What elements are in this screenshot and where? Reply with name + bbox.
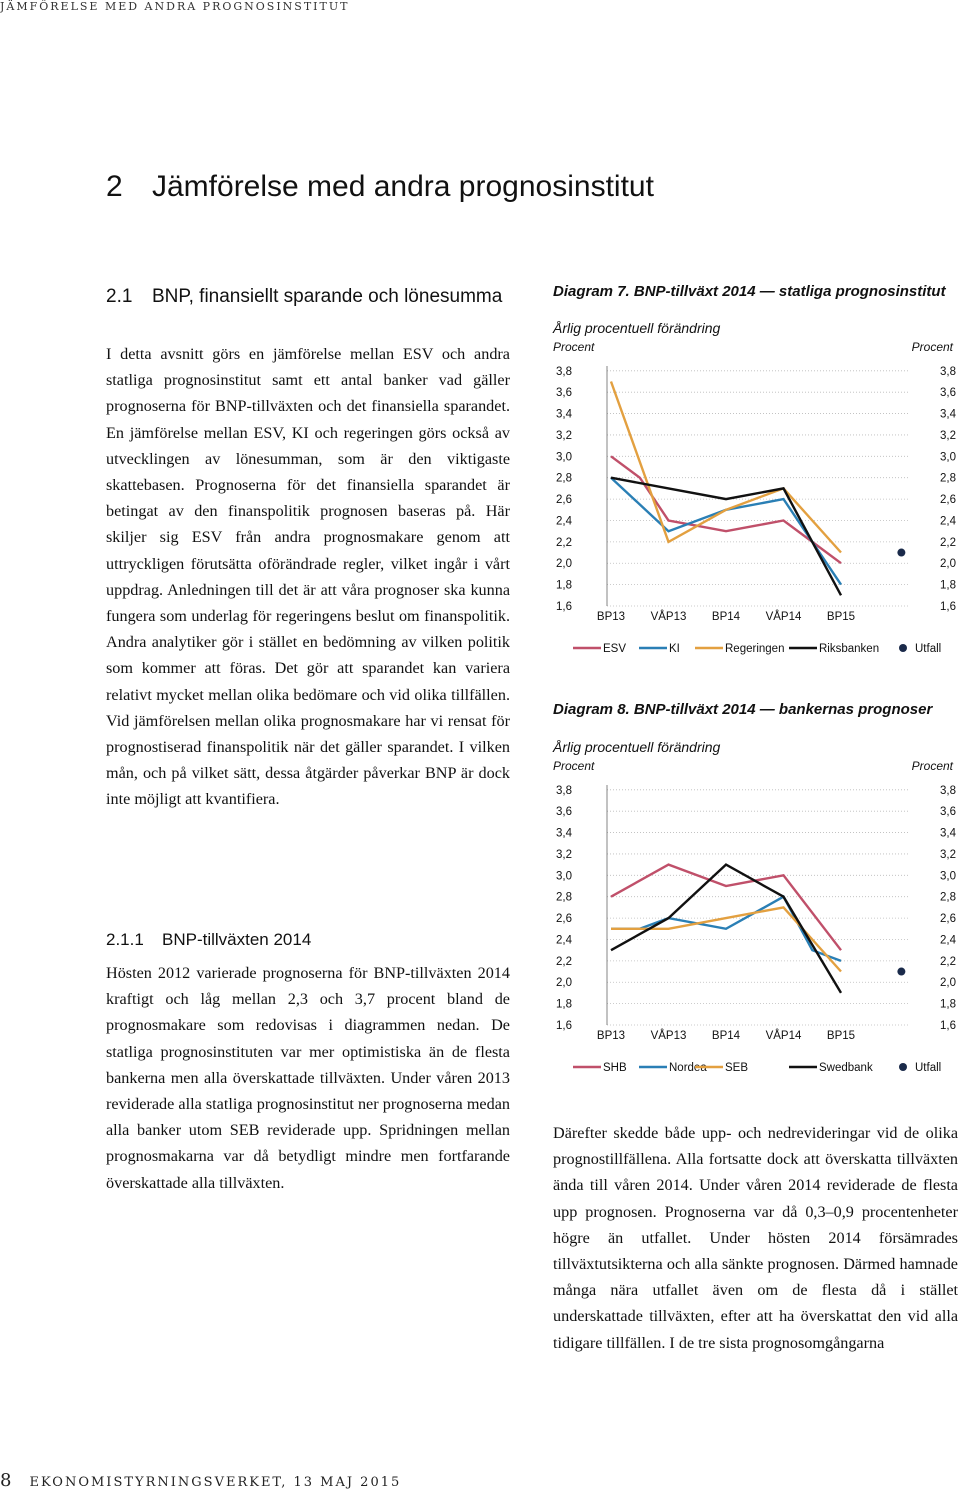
y-tick-label-left: 3,2 [556, 848, 572, 861]
outcome-marker [897, 968, 905, 976]
legend-label: KI [669, 643, 680, 655]
y-tick-label-right: 3,0 [940, 870, 956, 883]
y-tick-label-left: 2,4 [556, 515, 572, 528]
legend-label: ESV [603, 643, 627, 655]
y-tick-label-left: 2,8 [556, 472, 572, 485]
y-tick-label-right: 2,4 [940, 934, 956, 947]
section-title: BNP, finansiellt sparande och lönesumma [152, 286, 503, 307]
subsection-title: BNP-tillväxten 2014 [162, 930, 312, 949]
legend-label: Nordea [669, 1062, 707, 1074]
legend-label: Riksbanken [819, 643, 880, 655]
x-tick-label: VÅP14 [765, 1030, 802, 1042]
y-tick-label-right: 1,8 [940, 998, 956, 1011]
y-tick-label-right: 2,6 [940, 913, 956, 926]
legend-label: Utfall [915, 1062, 942, 1074]
y-tick-label-left: 1,6 [556, 601, 572, 613]
y-tick-label-left: 3,6 [556, 387, 572, 400]
y-tick-label-right: 3,6 [940, 806, 956, 819]
page-number: 8 [0, 1470, 12, 1491]
y-axis-label-right: Procent [911, 340, 953, 354]
subsection-body [106, 960, 510, 1196]
section-heading [106, 284, 526, 310]
y-tick-label-left: 3,0 [556, 451, 572, 464]
legend-label: SEB [725, 1062, 749, 1074]
legend-label: Swedbank [819, 1062, 873, 1074]
y-tick-label-right: 1,8 [940, 579, 956, 592]
x-tick-label: BP13 [596, 611, 626, 623]
y-tick-label-right: 3,2 [940, 848, 956, 861]
paragraph: Hösten 2012 varierade prognoserna för BNP-tillväxten 2014 kraftigt och låg mellan 2,3 och 3,7 procent bland de prognosmakare som redovisas i diagrammen nedan. De statliga prognosinstituten var mer optimistiska än de flesta bankerna men alla överskattade tillväxten. Under våren 2013 reviderade alla statliga prognosinstitut ner prognoserna medan alla banker utom SEB reviderade upp. Spridningen mellan prognosmakarna var då betydligt mindre men fortfarande överskattade alla tillväxten. [106, 964, 510, 1192]
y-tick-label-left: 2,0 [556, 558, 572, 571]
y-tick-label-left: 3,4 [556, 408, 572, 421]
series-line-regeringen [611, 382, 841, 553]
section-number: 2.1 [106, 286, 133, 307]
y-tick-label-left: 2,8 [556, 891, 572, 904]
paragraph: Därefter skedde både upp- och nedrevideringar vid de olika prognostillfällena. Alla fortsatte dock att överskatta tillväxten ända till våren 2014. Under våren 2014 reviderade de flesta upp prognosen. Prognoserna var då 0,3–0,9 procentenheter högre än utfallet. Under hösten 2014 försämrades tillväxtutsikterna och alla sänkte prognosen. Därmed hamnade många nära utfallet även om de flesta då i stället underskattade tillväxten, efter att ha överskattat den vid alla tidigare tillfällen. I de tre sista prognosomgångarna [553, 1124, 958, 1352]
x-tick-label: BP14 [711, 611, 741, 623]
subsection-number: 2.1.1 [106, 930, 144, 949]
y-tick-label-left: 2,6 [556, 913, 572, 926]
y-tick-label-right: 2,0 [940, 558, 956, 571]
y-tick-label-left: 3,8 [556, 784, 572, 797]
x-tick-label: VÅP13 [650, 1030, 687, 1042]
y-tick-label-right: 2,8 [940, 472, 956, 485]
y-tick-label-right: 1,6 [940, 601, 956, 613]
y-tick-label-right: 3,8 [940, 784, 956, 797]
y-axis-label-left: Procent [553, 340, 595, 354]
page-footer [0, 1470, 401, 1491]
x-tick-label: BP13 [596, 1030, 626, 1042]
legend-label: Utfall [915, 643, 942, 655]
chapter-title: Jämförelse med andra prognosinstitut [152, 170, 654, 203]
chapter-number: 2 [106, 170, 123, 203]
y-tick-label-left: 1,8 [556, 579, 572, 592]
paragraph: I detta avsnitt görs en jämförelse mellan ESV och andra statliga prognosinstitut samt ett antal banker vad gäller prognoserna för BNP-tillväxten och det finansiella sparandet. En jämförelse mellan ESV, KI och regeringen görs också av utvecklingen av lönesumman, som är den viktigaste skattebasen. Prognoserna för det finansiella sparandet är betingat av den finanspolitik prognosen baseras på. Här skiljer sig ESV från andra prognosmakare genom att uttryckligen förutsätta oförändrade regler, vilket ingår i vårt uppdrag. Anledningen till det är att våra prognoser ska kunna fungera som underlag för regeringens beslut om finanspolitik. Andra analytiker gör i stället en bedömning av vilken politik som kommer att föras. Det gör att sparandet kan variera relativt mycket mellan olika bedömare och vid olika tillfällen. Vid jämförelsen mellan olika prognosmakare har vi rensat för prognostiserad finanspolitik när det gäller sparandet. I vilken mån, och på vilket sätt, dessa åtgärder påverkar BNP är dock inte möjligt att kvantifiera. [106, 345, 510, 809]
y-tick-label-right: 2,4 [940, 515, 956, 528]
y-tick-label-left: 2,0 [556, 977, 572, 990]
y-tick-label-right: 2,2 [940, 536, 956, 549]
right-column-body [553, 1120, 958, 1356]
y-tick-label-right: 3,4 [940, 827, 956, 840]
y-tick-label-right: 2,6 [940, 494, 956, 507]
legend-swatch [899, 644, 907, 652]
x-tick-label: BP15 [826, 1030, 856, 1042]
y-tick-label-left: 2,4 [556, 934, 572, 947]
y-tick-label-left: 3,8 [556, 365, 572, 378]
y-tick-label-left: 3,2 [556, 429, 572, 442]
y-tick-label-left: 2,2 [556, 955, 572, 968]
running-header: JÄMFÖRELSE MED ANDRA PROGNOSINSTITUT [0, 0, 350, 13]
outcome-marker [897, 549, 905, 557]
y-tick-label-right: 1,6 [940, 1020, 956, 1032]
y-axis-label-left: Procent [553, 759, 595, 773]
diagram-8-title: Diagram 8. BNP-tillväxt 2014 — bankernas prognoser [553, 701, 933, 718]
x-tick-label: BP14 [711, 1030, 741, 1042]
y-tick-label-right: 3,6 [940, 387, 956, 400]
y-axis-label-right: Procent [911, 759, 953, 773]
y-tick-label-left: 1,6 [556, 1020, 572, 1032]
y-tick-label-left: 2,2 [556, 536, 572, 549]
section-body [106, 341, 510, 813]
diagram-7-subtitle: Årlig procentuell förändring [553, 320, 721, 336]
legend-label: SHB [603, 1062, 627, 1074]
x-tick-label: VÅP13 [650, 611, 687, 623]
y-tick-label-right: 2,0 [940, 977, 956, 990]
y-tick-label-left: 3,6 [556, 806, 572, 819]
y-tick-label-right: 3,4 [940, 408, 956, 421]
y-tick-label-right: 2,2 [940, 955, 956, 968]
subsection-heading [106, 930, 311, 950]
legend-swatch [899, 1063, 907, 1071]
footer-text: EKONOMISTYRNINGSVERKET, 13 MAJ 2015 [29, 1475, 402, 1490]
y-tick-label-right: 3,0 [940, 451, 956, 464]
y-tick-label-right: 2,8 [940, 891, 956, 904]
diagram-7-chart [545, 336, 960, 668]
chapter-heading [106, 170, 654, 204]
y-tick-label-left: 3,0 [556, 870, 572, 883]
y-tick-label-right: 3,2 [940, 429, 956, 442]
y-tick-label-left: 1,8 [556, 998, 572, 1011]
diagram-8-chart [545, 755, 960, 1087]
diagram-7-title: Diagram 7. BNP-tillväxt 2014 — statliga prognosinstitut [553, 283, 946, 300]
diagram-8-subtitle: Årlig procentuell förändring [553, 739, 721, 755]
y-tick-label-right: 3,8 [940, 365, 956, 378]
x-tick-label: VÅP14 [765, 611, 802, 623]
y-tick-label-left: 2,6 [556, 494, 572, 507]
x-tick-label: BP15 [826, 611, 856, 623]
y-tick-label-left: 3,4 [556, 827, 572, 840]
legend-label: Regeringen [725, 643, 785, 655]
